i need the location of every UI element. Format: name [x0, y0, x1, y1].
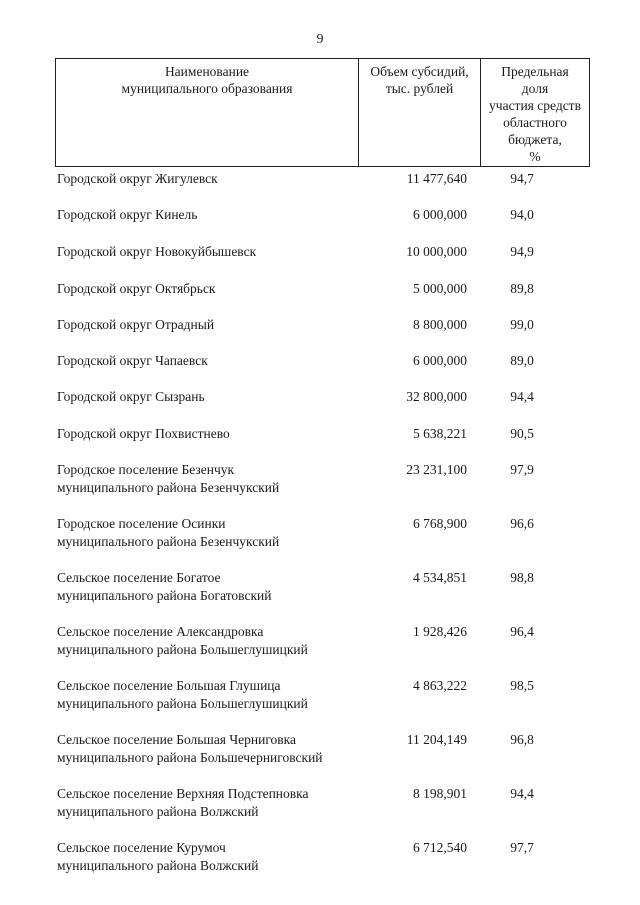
- row-name: Городской округ Октябрьск: [57, 281, 216, 296]
- row-sum: 5 638,221: [413, 426, 467, 441]
- row-sum: 4 534,851: [413, 570, 467, 585]
- row-share: 96,8: [510, 732, 534, 747]
- row-name: Городской округ Новокуйбышевск: [57, 244, 257, 259]
- row-share: 96,6: [510, 516, 534, 531]
- row-share: 94,0: [510, 207, 534, 222]
- row-sum: 11 204,149: [406, 732, 467, 747]
- row-sum: 5 000,000: [413, 281, 467, 296]
- row-name: Городское поселение Осинки муниципального района Безенчукский: [57, 516, 280, 549]
- row-share: 94,4: [510, 786, 534, 801]
- row-share: 98,8: [510, 570, 534, 585]
- row-name: Городской округ Кинель: [57, 207, 198, 222]
- row-sum: 6 712,540: [413, 840, 467, 855]
- header-name: [56, 59, 359, 167]
- row-sum: 4 863,222: [413, 678, 467, 693]
- header-sum-text: Объем субсидий, тыс. рублей: [370, 64, 469, 96]
- row-share: 94,9: [510, 244, 534, 259]
- row-name: Сельское поселение Курумоч муниципального района Волжский: [57, 840, 259, 873]
- row-name: Сельское поселение Большая Черниговка муниципального района Большечерниговский: [57, 732, 323, 765]
- row-share: 90,5: [510, 426, 534, 441]
- row-name: Городское поселение Безенчук муниципального района Безенчукский: [57, 462, 280, 495]
- row-name: Сельское поселение Александровка муниципального района Большеглушицкий: [57, 624, 308, 657]
- row-share: 94,4: [510, 389, 534, 404]
- row-share: 94,7: [510, 171, 534, 186]
- row-name: Сельское поселение Богатое муниципального района Богатовский: [57, 570, 272, 603]
- row-name: Сельское поселение Большая Глушица муниципального района Большеглушицкий: [57, 678, 308, 711]
- row-sum: 10 000,000: [406, 244, 467, 259]
- row-sum: 1 928,426: [413, 624, 467, 639]
- header-name-text: Наименование муниципального образования: [121, 64, 293, 96]
- row-sum: 11 477,640: [406, 171, 467, 186]
- row-sum: 6 000,000: [413, 353, 467, 368]
- row-sum: 6 000,000: [413, 207, 467, 222]
- row-share: 89,0: [510, 353, 534, 368]
- row-sum: 6 768,900: [413, 516, 467, 531]
- page-number: 9: [316, 32, 324, 47]
- row-share: 96,4: [510, 624, 534, 639]
- row-share: 97,7: [510, 840, 534, 855]
- row-name: Сельское поселение Верхняя Подстепновка муниципального района Волжский: [57, 786, 309, 819]
- row-share: 89,8: [510, 281, 534, 296]
- row-sum: 32 800,000: [406, 389, 467, 404]
- row-sum: 23 231,100: [406, 462, 467, 477]
- row-name: Городской округ Чапаевск: [57, 353, 208, 368]
- row-name: Городской округ Отрадный: [57, 317, 215, 332]
- row-name: Городской округ Сызрань: [57, 389, 205, 404]
- row-share: 98,5: [510, 678, 534, 693]
- header-share: [481, 59, 590, 167]
- row-sum: 8 800,000: [413, 317, 467, 332]
- table-header: [55, 58, 590, 167]
- row-name: Городской округ Похвистнево: [57, 426, 230, 441]
- row-name: Городской округ Жигулевск: [57, 171, 218, 186]
- row-share: 99,0: [510, 317, 534, 332]
- row-share: 97,9: [510, 462, 534, 477]
- row-sum: 8 198,901: [413, 786, 467, 801]
- header-share-text: Предельная доля участия средств областного бюджета, %: [489, 64, 581, 164]
- header-sum: [359, 59, 481, 167]
